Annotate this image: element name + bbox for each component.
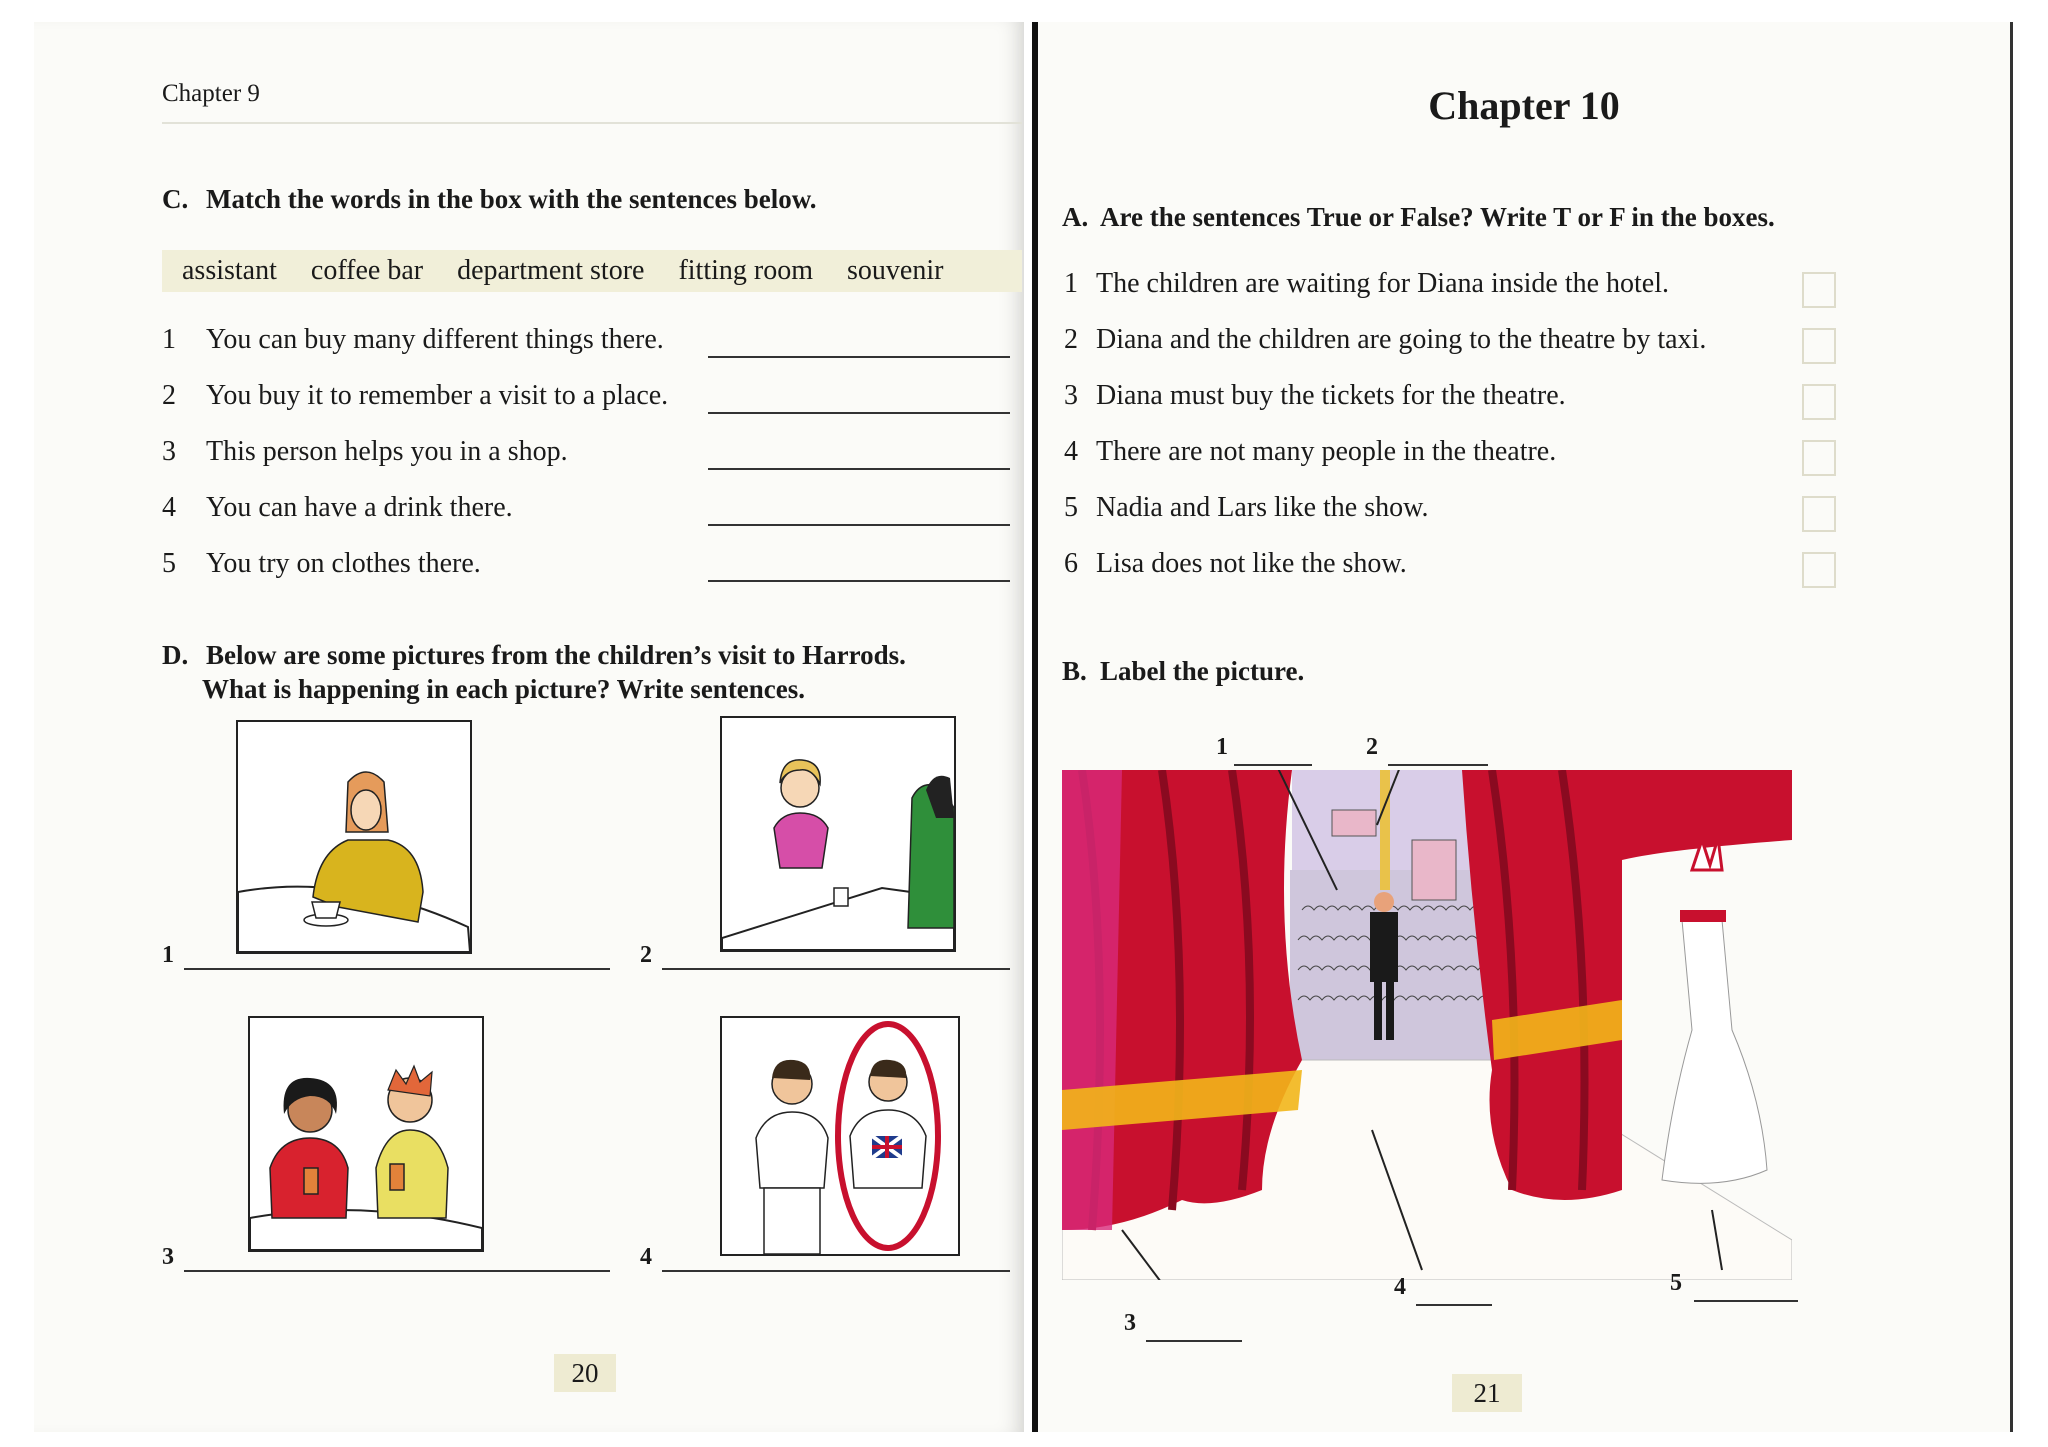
answer-line[interactable] (708, 580, 1010, 582)
item-text: Diana and the children are going to the theatre by taxi. (1096, 324, 1707, 355)
item-number: 1 (162, 324, 176, 355)
label-number: 1 (1216, 734, 1228, 760)
answer-line[interactable] (708, 468, 1010, 470)
item-number: 4 (162, 492, 176, 523)
label-line[interactable] (1388, 764, 1488, 766)
page-number: 20 (554, 1354, 616, 1392)
label-number: 5 (1670, 1270, 1682, 1296)
tf-answer-box[interactable] (1802, 272, 1836, 308)
word-box (162, 250, 1022, 292)
item-number: 2 (1064, 324, 1078, 355)
sentence-line[interactable] (662, 968, 1010, 970)
picture-shop-assistant (720, 716, 956, 952)
item-number: 3 (162, 436, 176, 467)
word-assistant: assistant (182, 255, 277, 286)
item-text: You can buy many different things there. (206, 324, 664, 355)
item-text: This person helps you in a shop. (206, 436, 568, 467)
item-number: 2 (162, 380, 176, 411)
word-department-store: department store (457, 255, 645, 286)
picture-girl-with-cup (236, 720, 472, 954)
label-number: 3 (1124, 1310, 1136, 1336)
item-number: 5 (162, 548, 176, 579)
item-text: You try on clothes there. (206, 548, 481, 579)
item-text: You buy it to remember a visit to a place. (206, 380, 669, 411)
sentence-line[interactable] (662, 1270, 1010, 1272)
tf-answer-box[interactable] (1802, 552, 1836, 588)
answer-line[interactable] (708, 524, 1010, 526)
section-d-instruction-line2: What is happening in each picture? Write sentences. (202, 674, 806, 704)
page-number: 21 (1452, 1374, 1522, 1412)
label-number: 2 (1366, 734, 1378, 760)
tf-answer-box[interactable] (1802, 328, 1836, 364)
item-number: 6 (1064, 548, 1078, 579)
section-a-instruction: Are the sentences True or False? Write T or F in the boxes. (1100, 202, 1775, 232)
chapter-title: Chapter 10 (1428, 83, 1620, 128)
picture-boy-at-mirror (720, 1016, 960, 1256)
label-line[interactable] (1146, 1340, 1242, 1342)
theatre-stage-picture (1062, 770, 1792, 1280)
item-text: Diana must buy the tickets for the theatre. (1096, 380, 1566, 411)
section-c-instruction: Match the words in the box with the sentences below. (206, 184, 817, 214)
label-line[interactable] (1416, 1304, 1492, 1306)
item-number: 5 (1064, 492, 1078, 523)
tf-answer-box[interactable] (1802, 384, 1836, 420)
section-d-letter: D. (162, 640, 189, 670)
picture-number: 1 (162, 942, 174, 968)
picture-number: 4 (640, 1244, 652, 1270)
answer-line[interactable] (708, 412, 1010, 414)
section-b-instruction: Label the picture. (1100, 656, 1305, 686)
item-number: 1 (1064, 268, 1078, 299)
item-text: Lisa does not like the show. (1096, 548, 1407, 579)
tf-answer-box[interactable] (1802, 496, 1836, 532)
chapter-label: Chapter 9 (162, 80, 260, 107)
picture-number: 3 (162, 1244, 174, 1270)
item-text: There are not many people in the theatre. (1096, 436, 1557, 467)
item-number: 4 (1064, 436, 1078, 467)
label-number: 4 (1394, 1274, 1406, 1300)
word-fitting-room: fitting room (678, 255, 813, 286)
section-d-instruction-line1: Below are some pictures from the children’s visit to Harrods. (206, 640, 906, 670)
section-b-letter: B. (1062, 656, 1087, 686)
word-coffee-bar: coffee bar (310, 255, 424, 286)
picture-number: 2 (640, 942, 652, 968)
item-text: Nadia and Lars like the show. (1096, 492, 1429, 523)
right-page (1032, 22, 2013, 1432)
label-line[interactable] (1694, 1300, 1798, 1302)
sentence-line[interactable] (184, 968, 610, 970)
word-souvenir: souvenir (847, 255, 944, 286)
tf-answer-box[interactable] (1802, 440, 1836, 476)
label-line[interactable] (1234, 764, 1312, 766)
sentence-line[interactable] (184, 1270, 610, 1272)
header-rule (162, 122, 1022, 124)
picture-teens-drinking (248, 1016, 484, 1252)
answer-line[interactable] (708, 356, 1010, 358)
left-page (34, 22, 1024, 1432)
item-number: 3 (1064, 380, 1078, 411)
item-text: The children are waiting for Diana inside the hotel. (1096, 268, 1670, 299)
section-c-letter: C. (162, 184, 189, 214)
item-text: You can have a drink there. (206, 492, 513, 523)
section-a-letter: A. (1062, 202, 1089, 232)
